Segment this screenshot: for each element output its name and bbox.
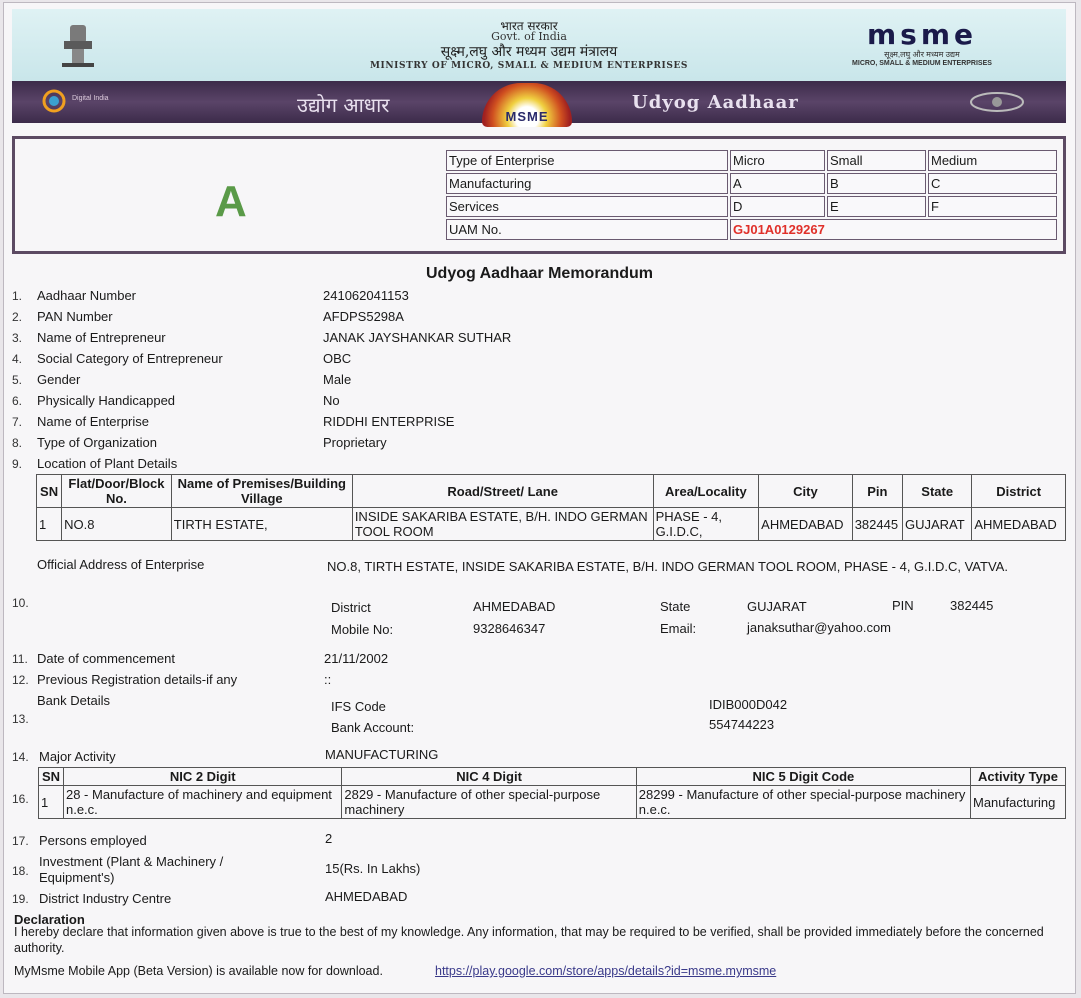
govt-english: Govt. of India [491, 30, 567, 43]
column-header: District [972, 475, 1066, 508]
field-value: No [323, 393, 340, 408]
column-header: Name of Premises/Building Village [171, 475, 352, 508]
app-availability-text: MyMsme Mobile App (Beta Version) is available now for download. [14, 964, 383, 978]
field-number: 12. [12, 673, 29, 687]
email-value: janaksuthar@yahoo.com [747, 620, 891, 635]
field-value: AHMEDABAD [325, 889, 408, 904]
type-cell: Manufacturing [446, 173, 728, 194]
field-value: Male [323, 372, 352, 387]
field-number: 9. [12, 457, 23, 471]
field-number: 1. [12, 289, 23, 303]
field-label: Previous Registration details-if any [37, 672, 238, 687]
field-label: Major Activity [39, 749, 116, 764]
column-header: NIC 4 Digit [342, 768, 636, 786]
uam-number: GJ01A0129267 [730, 219, 1057, 240]
mobile-value: 9328646347 [473, 621, 546, 636]
field-number: 10. [12, 596, 29, 610]
type-cell: Small [827, 150, 926, 171]
field-number: 17. [12, 834, 29, 848]
field-label: Investment (Plant & Machinery / Equipment's) [39, 854, 224, 885]
type-row [446, 173, 1057, 194]
field-label: Date of commencement [37, 651, 176, 666]
mobile-label: Mobile No: [331, 622, 394, 637]
field-value: RIDDHI ENTERPRISE [323, 414, 455, 429]
field-number: 13. [12, 712, 29, 726]
udyog-aadhaar-hindi: उद्योग आधार [297, 93, 390, 117]
field-label: Persons employed [39, 833, 147, 848]
column-header: Area/Locality [653, 475, 759, 508]
type-cell: A [730, 173, 825, 194]
column-header: NIC 5 Digit Code [636, 768, 970, 786]
column-header: Pin [852, 475, 902, 508]
field-label: District Industry Centre [39, 891, 172, 906]
table-cell: 28 - Manufacture of machinery and equipment n.e.c. [63, 786, 341, 819]
field-value: 21/11/2002 [324, 651, 389, 666]
field-label: Location of Plant Details [37, 456, 178, 471]
msme-logo-hindi: सूक्ष्म,लघु और मध्यम उद्यम [884, 50, 960, 59]
field-number: 6. [12, 394, 23, 408]
msme-logo-word: msme [866, 18, 977, 51]
field-value: :: [324, 672, 332, 687]
field-label: Aadhaar Number [37, 288, 136, 303]
ifs-label: IFS Code [331, 699, 386, 714]
pin-label: PIN [892, 598, 914, 613]
table-row [37, 508, 1066, 541]
field-number: 7. [12, 415, 23, 429]
field-value: 241062041153 [323, 288, 409, 303]
nic-activity-table [38, 767, 1066, 819]
table-cell: AHMEDABAD [759, 508, 853, 541]
field-number: 5. [12, 373, 23, 387]
field-number: 18. [12, 864, 29, 878]
field-number: 3. [12, 331, 23, 345]
field-number: 11. [12, 652, 28, 666]
column-header: SN [37, 475, 62, 508]
field-number: 8. [12, 436, 23, 450]
official-address-value: NO.8, TIRTH ESTATE, INSIDE SAKARIBA ESTATE, B/H. INDO GERMAN TOOL ROOM, PHASE - 4, G.I.D.C, VATVA. [327, 559, 1008, 574]
type-row [446, 196, 1057, 217]
type-cell: Type of Enterprise [446, 150, 728, 171]
field-label: Bank Details [37, 693, 110, 708]
field-label: Name of Enterprise [37, 414, 149, 429]
field-value: 2 [325, 831, 333, 846]
field-value: MANUFACTURING [325, 747, 439, 762]
type-cell: Services [446, 196, 728, 217]
email-label: Email: [660, 621, 697, 636]
table-cell: 28299 - Manufacture of other special-purpose machinery n.e.c. [636, 786, 970, 819]
field-number: 14. [12, 750, 29, 764]
plant-location-table [36, 474, 1066, 541]
table-cell: 2829 - Manufacture of other special-purpose machinery [342, 786, 636, 819]
column-header: NIC 2 Digit [63, 768, 341, 786]
district-value: AHMEDABAD [473, 599, 556, 614]
table-header-row [37, 475, 1066, 508]
msme-logo-english: MICRO, SMALL & MEDIUM ENTERPRISES [852, 60, 992, 67]
district-label: District [331, 600, 371, 615]
ifs-value: IDIB000D042 [709, 697, 788, 712]
table-cell: PHASE - 4, G.I.D.C, [653, 508, 759, 541]
type-cell: Micro [730, 150, 825, 171]
table-row [39, 786, 1066, 819]
type-row [446, 219, 1057, 240]
table-cell: 1 [37, 508, 62, 541]
header-banner [12, 9, 1066, 81]
table-cell: NO.8 [62, 508, 172, 541]
page-title: Udyog Aadhaar Memorandum [426, 265, 653, 282]
column-header: Activity Type [970, 768, 1065, 786]
field-value: AFDPS5298A [323, 309, 404, 324]
field-label: Physically Handicapped [37, 393, 176, 408]
type-cell: B [827, 173, 926, 194]
govt-hindi: भारत सरकार [500, 19, 558, 33]
type-row [446, 150, 1057, 171]
field-value: JANAK JAYSHANKAR SUTHAR [323, 330, 512, 345]
field-number: 4. [12, 352, 23, 366]
app-download-link[interactable]: https://play.google.com/store/apps/details?id=msme.mymsme [435, 964, 777, 978]
column-header: Flat/Door/Block No. [62, 475, 172, 508]
table-cell: 1 [39, 786, 64, 819]
account-value: 554744223 [709, 717, 775, 732]
enterprise-type-table [444, 148, 1059, 242]
type-cell: D [730, 196, 825, 217]
field-value: OBC [323, 351, 352, 366]
column-header: City [759, 475, 853, 508]
type-cell: F [928, 196, 1057, 217]
column-header: State [902, 475, 971, 508]
column-header: SN [39, 768, 64, 786]
field-label: Social Category of Entrepreneur [37, 351, 223, 366]
type-cell: E [827, 196, 926, 217]
eye-logo-icon [967, 91, 1027, 113]
field-label: PAN Number [37, 309, 113, 324]
declaration-heading: Declaration [14, 912, 85, 927]
table-cell: INSIDE SAKARIBA ESTATE, B/H. INDO GERMAN TOOL ROOM [352, 508, 653, 541]
enterprise-type-box [12, 136, 1066, 254]
pin-value: 382445 [950, 598, 994, 613]
type-cell: C [928, 173, 1057, 194]
uam-label: UAM No. [446, 219, 728, 240]
field-value: 15(Rs. In Lakhs) [325, 861, 421, 876]
field-label: Official Address of Enterprise [37, 557, 205, 572]
table-cell: Manufacturing [970, 786, 1065, 819]
field-label: Type of Organization [37, 435, 157, 450]
state-label: State [660, 599, 691, 614]
digital-india-text: Digital India [72, 95, 109, 102]
field-label: Name of Entrepreneur [37, 330, 166, 345]
field-number: 16. [12, 792, 29, 806]
ministry-hindi: सूक्ष्म,लघु और मध्यम उद्यम मंत्रालय [440, 44, 618, 60]
field-number: 19. [12, 892, 29, 906]
declaration-text: I hereby declare that information given above is true to the best of my knowledge. Any information, that may be required to be verified, shall be provided immediately before the concerned authority. [14, 925, 1044, 955]
type-cell: Medium [928, 150, 1057, 171]
column-header: Road/Street/ Lane [352, 475, 653, 508]
field-label: Gender [37, 372, 81, 387]
ministry-english: MINISTRY OF MICRO, SMALL & MEDIUM ENTERPRISES [369, 61, 689, 71]
account-label: Bank Account: [331, 720, 415, 735]
field-number: 2. [12, 310, 23, 324]
header-bar [12, 81, 1066, 123]
table-cell: GUJARAT [902, 508, 971, 541]
udyog-aadhaar-english: Udyog Aadhaar [632, 92, 799, 113]
msme-seal-logo [482, 83, 572, 127]
table-cell: 382445 [852, 508, 902, 541]
table-cell: AHMEDABAD [972, 508, 1066, 541]
table-header-row [39, 768, 1066, 786]
state-value: GUJARAT [747, 599, 807, 614]
table-cell: TIRTH ESTATE, [171, 508, 352, 541]
msme-logo [827, 18, 1017, 67]
seal-text: MSME [505, 109, 549, 124]
memorandum-page [3, 2, 1076, 994]
enterprise-category-letter: A [215, 177, 247, 226]
field-value: Proprietary [323, 435, 387, 450]
